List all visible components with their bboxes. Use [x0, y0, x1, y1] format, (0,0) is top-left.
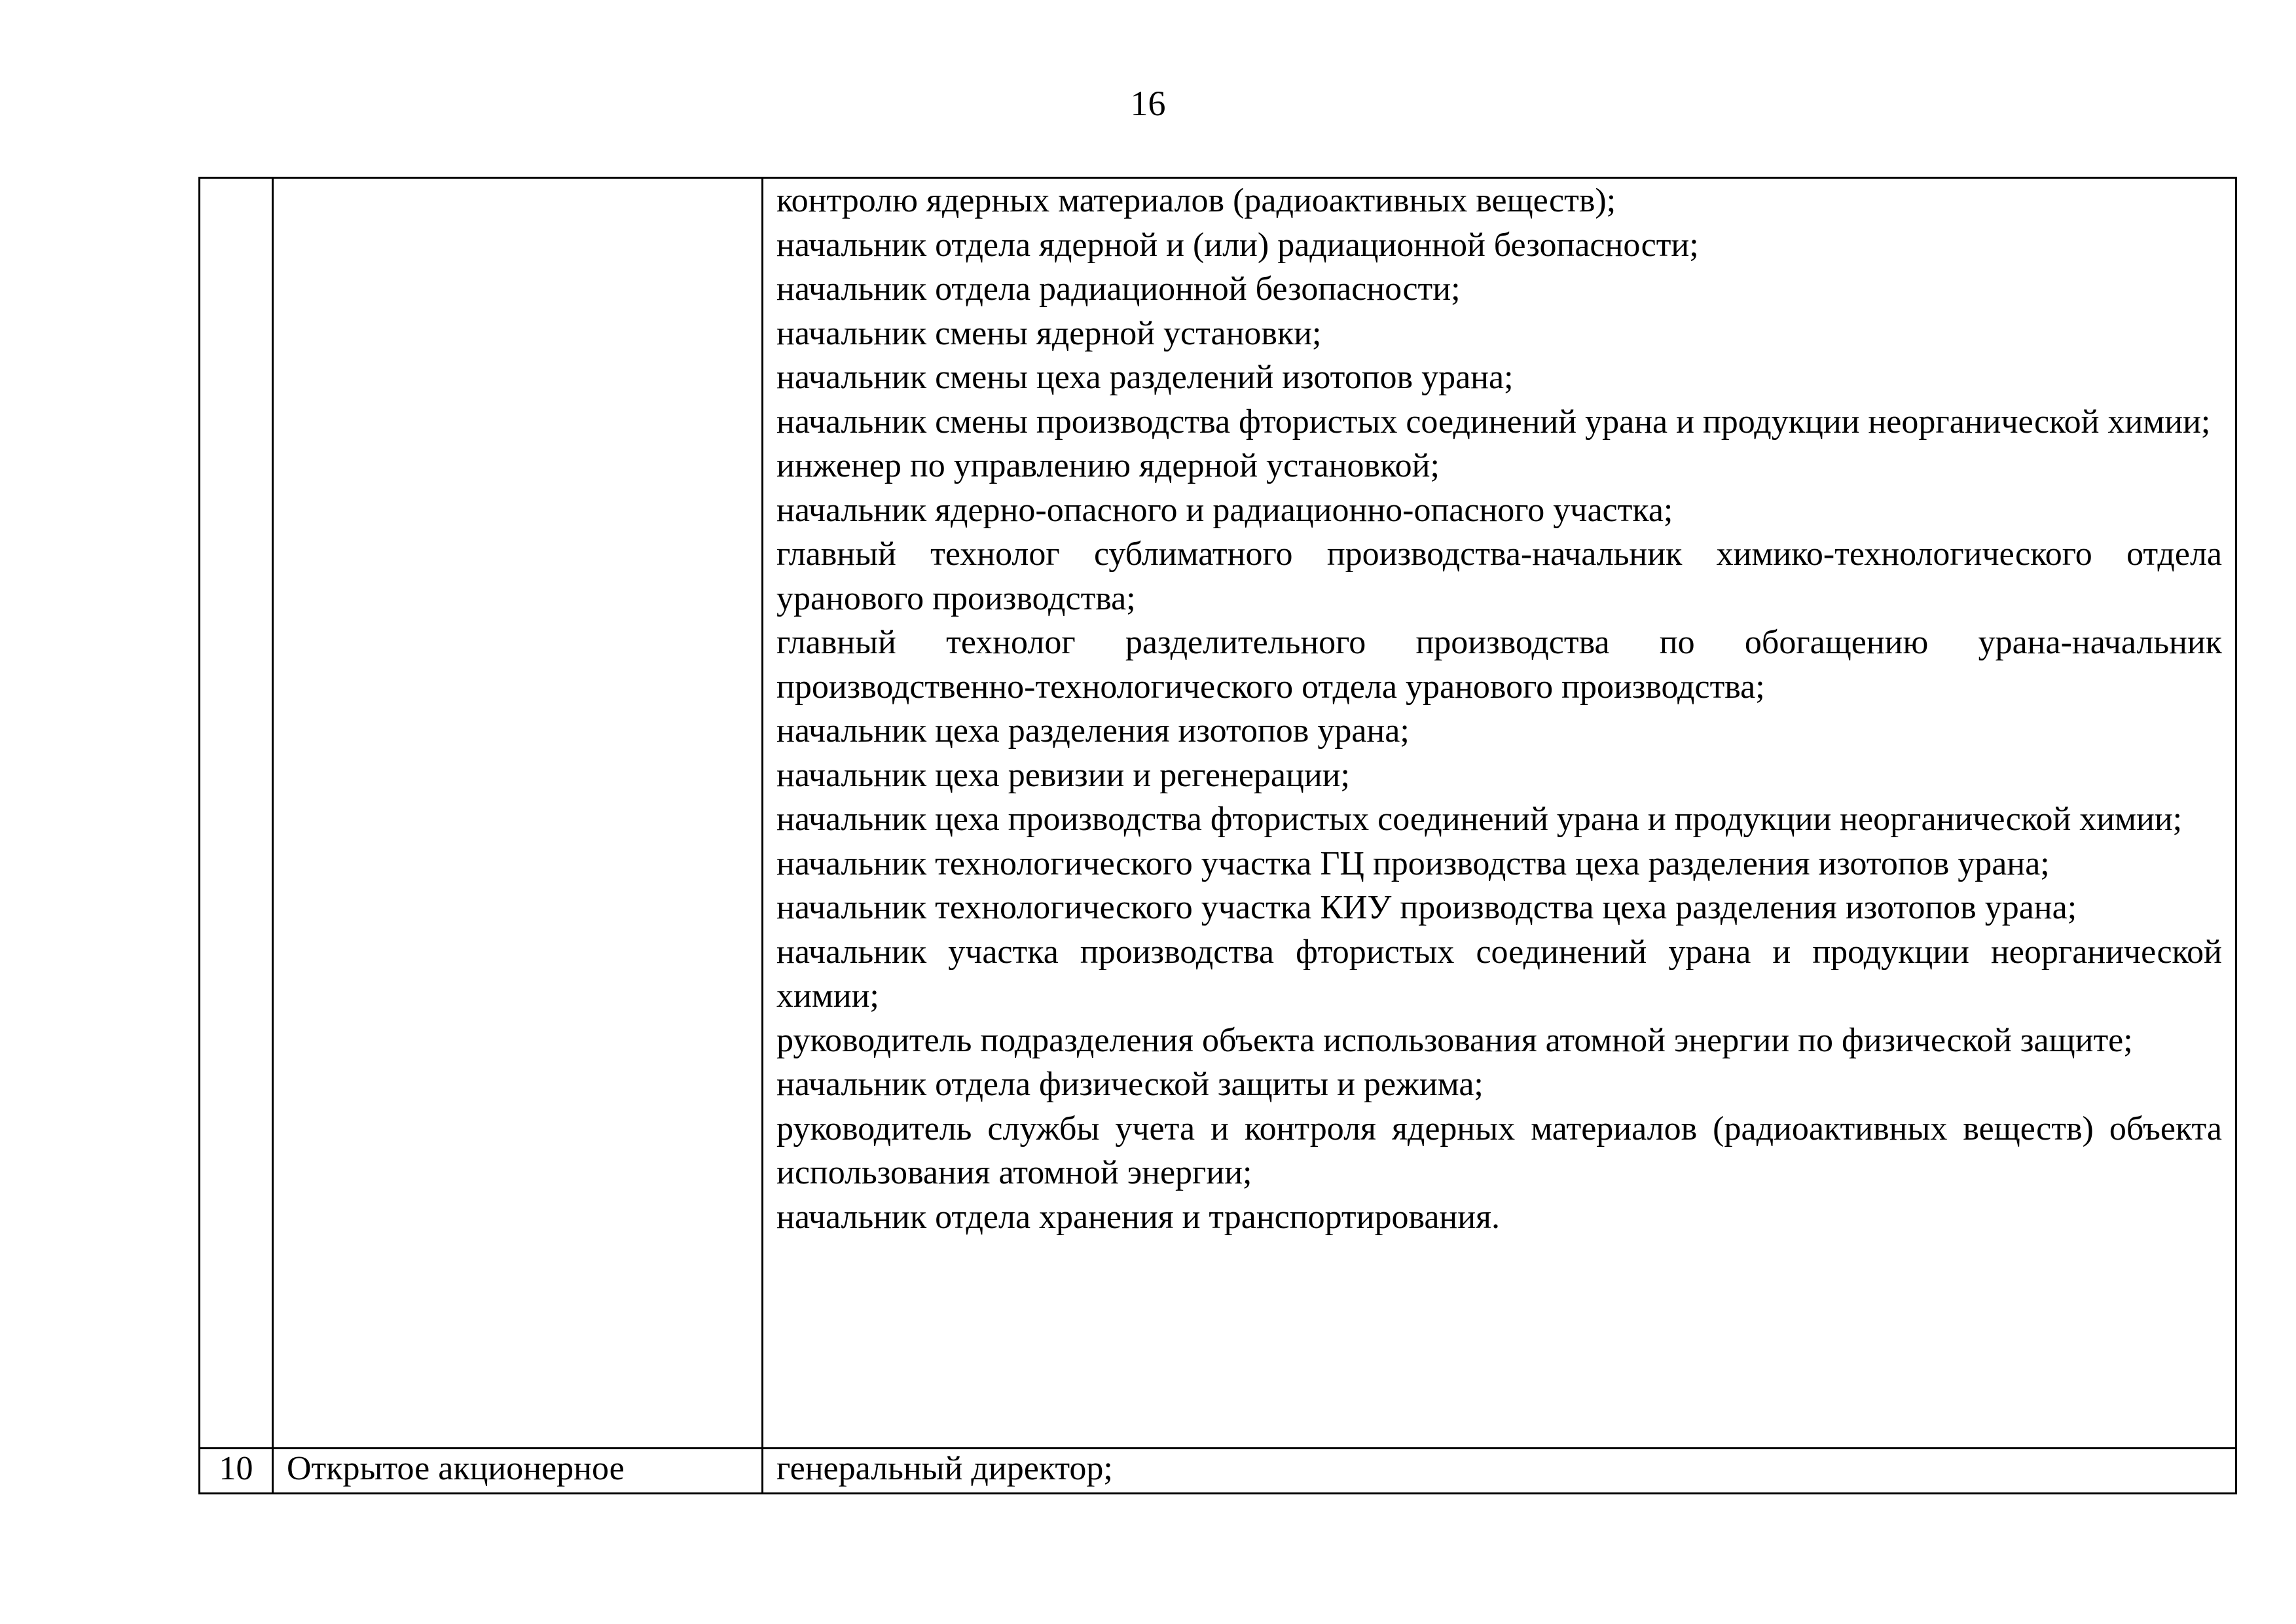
position-item: начальник ядерно-опасного и радиационно-опасного участка; — [776, 491, 1673, 529]
table-row-continuation — [200, 178, 2236, 1449]
position-cell: генеральный директор; — [763, 1449, 2236, 1494]
position-item: начальник смены производства фтористых соединений урана и продукции неорганической химии; — [776, 403, 2211, 441]
position-item: главный технолог разделительного производства по обогащению урана-начальник производственно-технологического отдела уранового производства; — [776, 624, 2222, 706]
page-number: 16 — [1130, 84, 1166, 123]
position-item: инженер по управлению ядерной установкой; — [776, 447, 1440, 484]
position-item: начальник отдела радиационной безопасности; — [776, 270, 1461, 308]
position-item: начальник технологического участка КИУ производства цеха разделения изотопов урана; — [776, 889, 2077, 926]
organization-cell: Открытое акционерное — [273, 1449, 763, 1494]
position-item: контролю ядерных материалов (радиоактивных веществ); — [776, 182, 1616, 219]
position-item: начальник участка производства фтористых соединений урана и продукции неорганической химии; — [776, 933, 2222, 1015]
row-number-cell — [200, 178, 273, 1449]
position-item: начальник технологического участка ГЦ производства цеха разделения изотопов урана; — [776, 844, 2050, 882]
position-item: начальник отдела ядерной и (или) радиационной безопасности; — [776, 226, 1699, 264]
positions-cell — [763, 178, 2236, 1449]
position-item: главный технолог сублиматного производства-начальник химико-технологического отдела уранового производства; — [776, 535, 2222, 617]
position-item: начальник цеха производства фтористых соединений урана и продукции неорганической химии; — [776, 801, 2183, 838]
organization-cell — [273, 178, 763, 1449]
position-item: начальник цеха разделения изотопов урана; — [776, 712, 1410, 749]
position-item: начальник смены цеха разделений изотопов урана; — [776, 359, 1514, 396]
position-item: начальник отдела физической защиты и режима; — [776, 1066, 1484, 1103]
positions-table — [198, 177, 2237, 1494]
table-row-10 — [200, 1449, 2236, 1494]
position-item: руководитель подразделения объекта использования атомной энергии по физической защите; — [776, 1021, 2133, 1059]
position-item: начальник отдела хранения и транспортирования. — [776, 1198, 1500, 1236]
row-number-cell: 10 — [200, 1449, 273, 1494]
position-item: начальник цеха ревизии и регенерации; — [776, 756, 1350, 794]
position-item: руководитель службы учета и контроля ядерных материалов (радиоактивных веществ) объекта использования атомной энергии; — [776, 1110, 2222, 1191]
position-item: начальник смены ядерной установки; — [776, 314, 1322, 352]
